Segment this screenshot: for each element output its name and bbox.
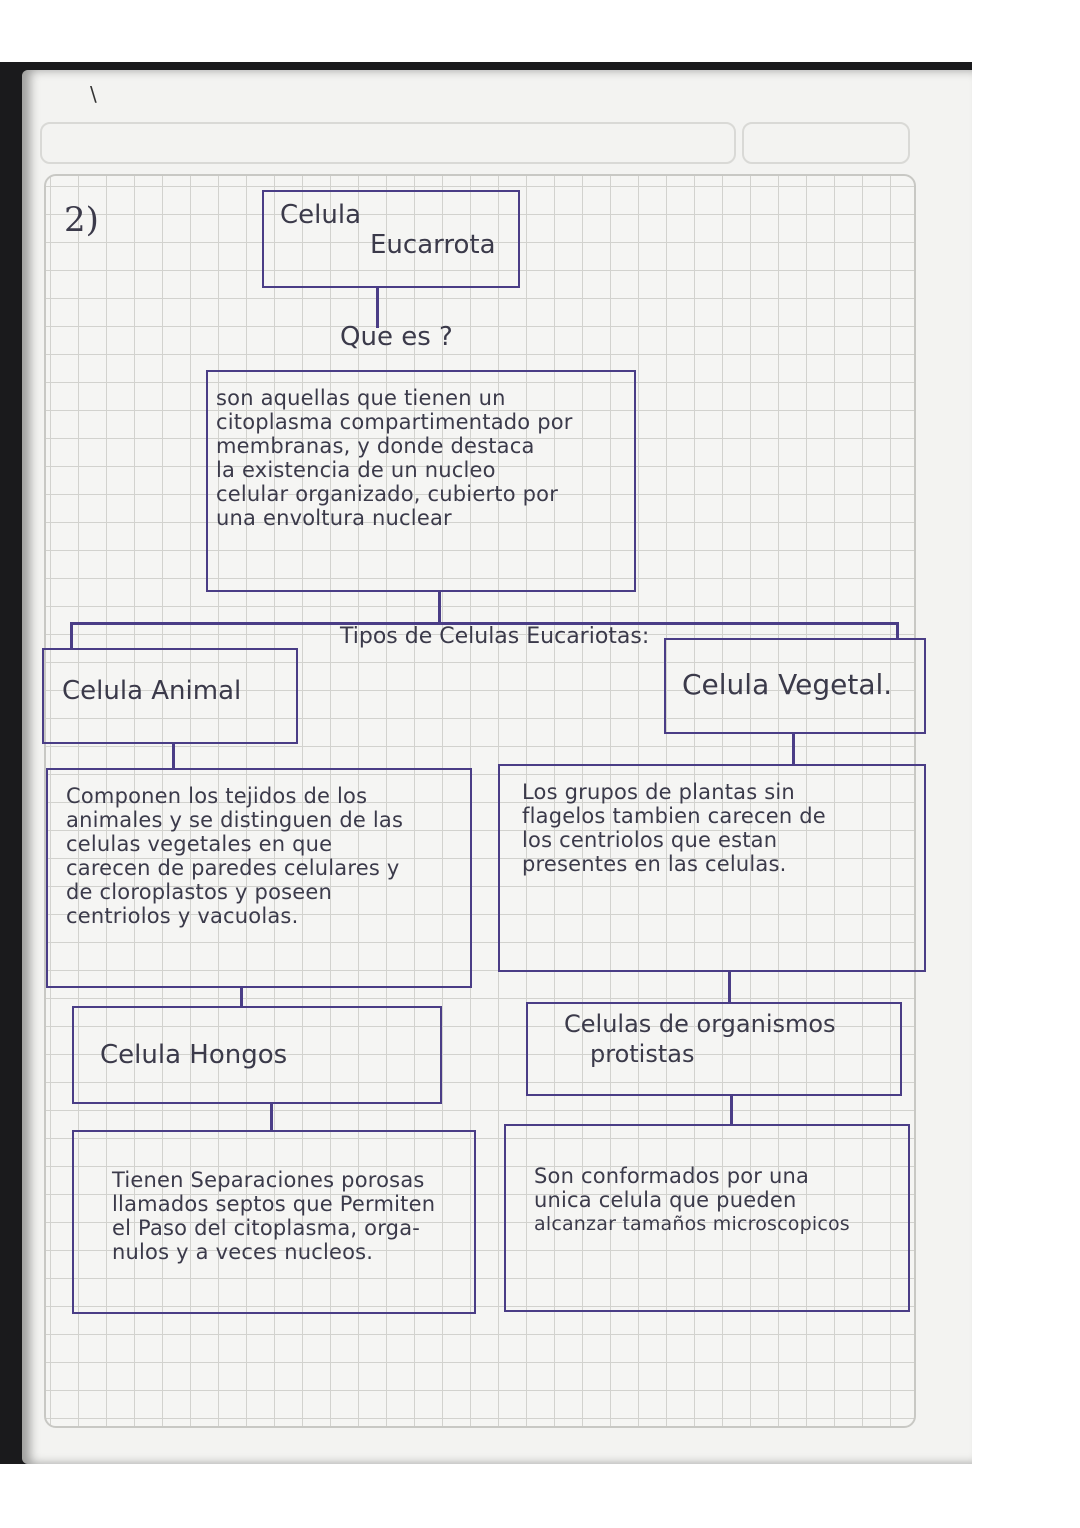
definition-line: membranas, y donde destaca xyxy=(216,434,535,458)
animal-line: centriolos y vacuolas. xyxy=(66,904,299,928)
root-title-line2: Eucarrota xyxy=(370,230,496,260)
connector-definition-down xyxy=(438,592,441,622)
animal-line: animales y se distinguen de las xyxy=(66,808,404,832)
fungi-line: Tienen Separaciones porosas xyxy=(112,1168,425,1192)
fungi-line: nulos y a veces nucleos. xyxy=(112,1240,374,1264)
connector-plant xyxy=(792,734,795,764)
definition-line: son aquellas que tienen un xyxy=(216,386,506,410)
animal-line: carecen de paredes celulares y xyxy=(66,856,400,880)
branch-left-drop xyxy=(70,622,73,648)
definition-text xyxy=(216,386,573,530)
definition-line: la existencia de un nucleo xyxy=(216,458,496,482)
animal-line: Componen los tejidos de los xyxy=(66,784,368,808)
connector-animal xyxy=(172,744,175,768)
plant-description xyxy=(522,780,826,876)
connector-plant-protist xyxy=(728,972,731,1002)
fungi-description xyxy=(112,1168,435,1264)
animal-line: de cloroplastos y poseen xyxy=(66,880,333,904)
animal-description xyxy=(66,784,403,928)
header-field-right xyxy=(742,122,910,164)
question-number: 2) xyxy=(64,200,99,240)
types-label: Tipos de Celulas Eucariotas: xyxy=(340,624,650,649)
connector-fungi xyxy=(270,1104,273,1132)
plant-line: presentes en las celulas. xyxy=(522,852,787,876)
animal-title: Celula Animal xyxy=(62,676,242,706)
question-text: Que es ? xyxy=(340,322,453,352)
fungi-title: Celula Hongos xyxy=(100,1040,288,1070)
connector-protist xyxy=(730,1096,733,1126)
pen-mark: \ xyxy=(90,82,97,106)
plant-title: Celula Vegetal. xyxy=(682,668,893,701)
fungi-line: llamados septos que Permiten xyxy=(112,1192,436,1216)
header-field-left xyxy=(40,122,736,164)
definition-line: citoplasma compartimentado por xyxy=(216,410,573,434)
animal-line: celulas vegetales en que xyxy=(66,832,333,856)
plant-line: flagelos tambien carecen de xyxy=(522,804,826,828)
definition-line: una envoltura nuclear xyxy=(216,506,452,530)
protist-title-line2: protistas xyxy=(590,1040,695,1068)
root-title-line1: Celula xyxy=(280,200,362,230)
plant-line: Los grupos de plantas sin xyxy=(522,780,795,804)
protist-title-line1: Celulas de organismos xyxy=(564,1010,836,1038)
definition-line: celular organizado, cubierto por xyxy=(216,482,559,506)
connector-animal-fungi xyxy=(240,988,243,1008)
protist-line: Son conformados por una xyxy=(534,1164,810,1188)
protist-line: unica celula que pueden xyxy=(534,1188,797,1212)
protist-description xyxy=(534,1164,850,1236)
protist-line: alcanzar tamaños microscopicos xyxy=(534,1213,850,1235)
plant-line: los centriolos que estan xyxy=(522,828,778,852)
fungi-line: el Paso del citoplasma, orga- xyxy=(112,1216,421,1240)
